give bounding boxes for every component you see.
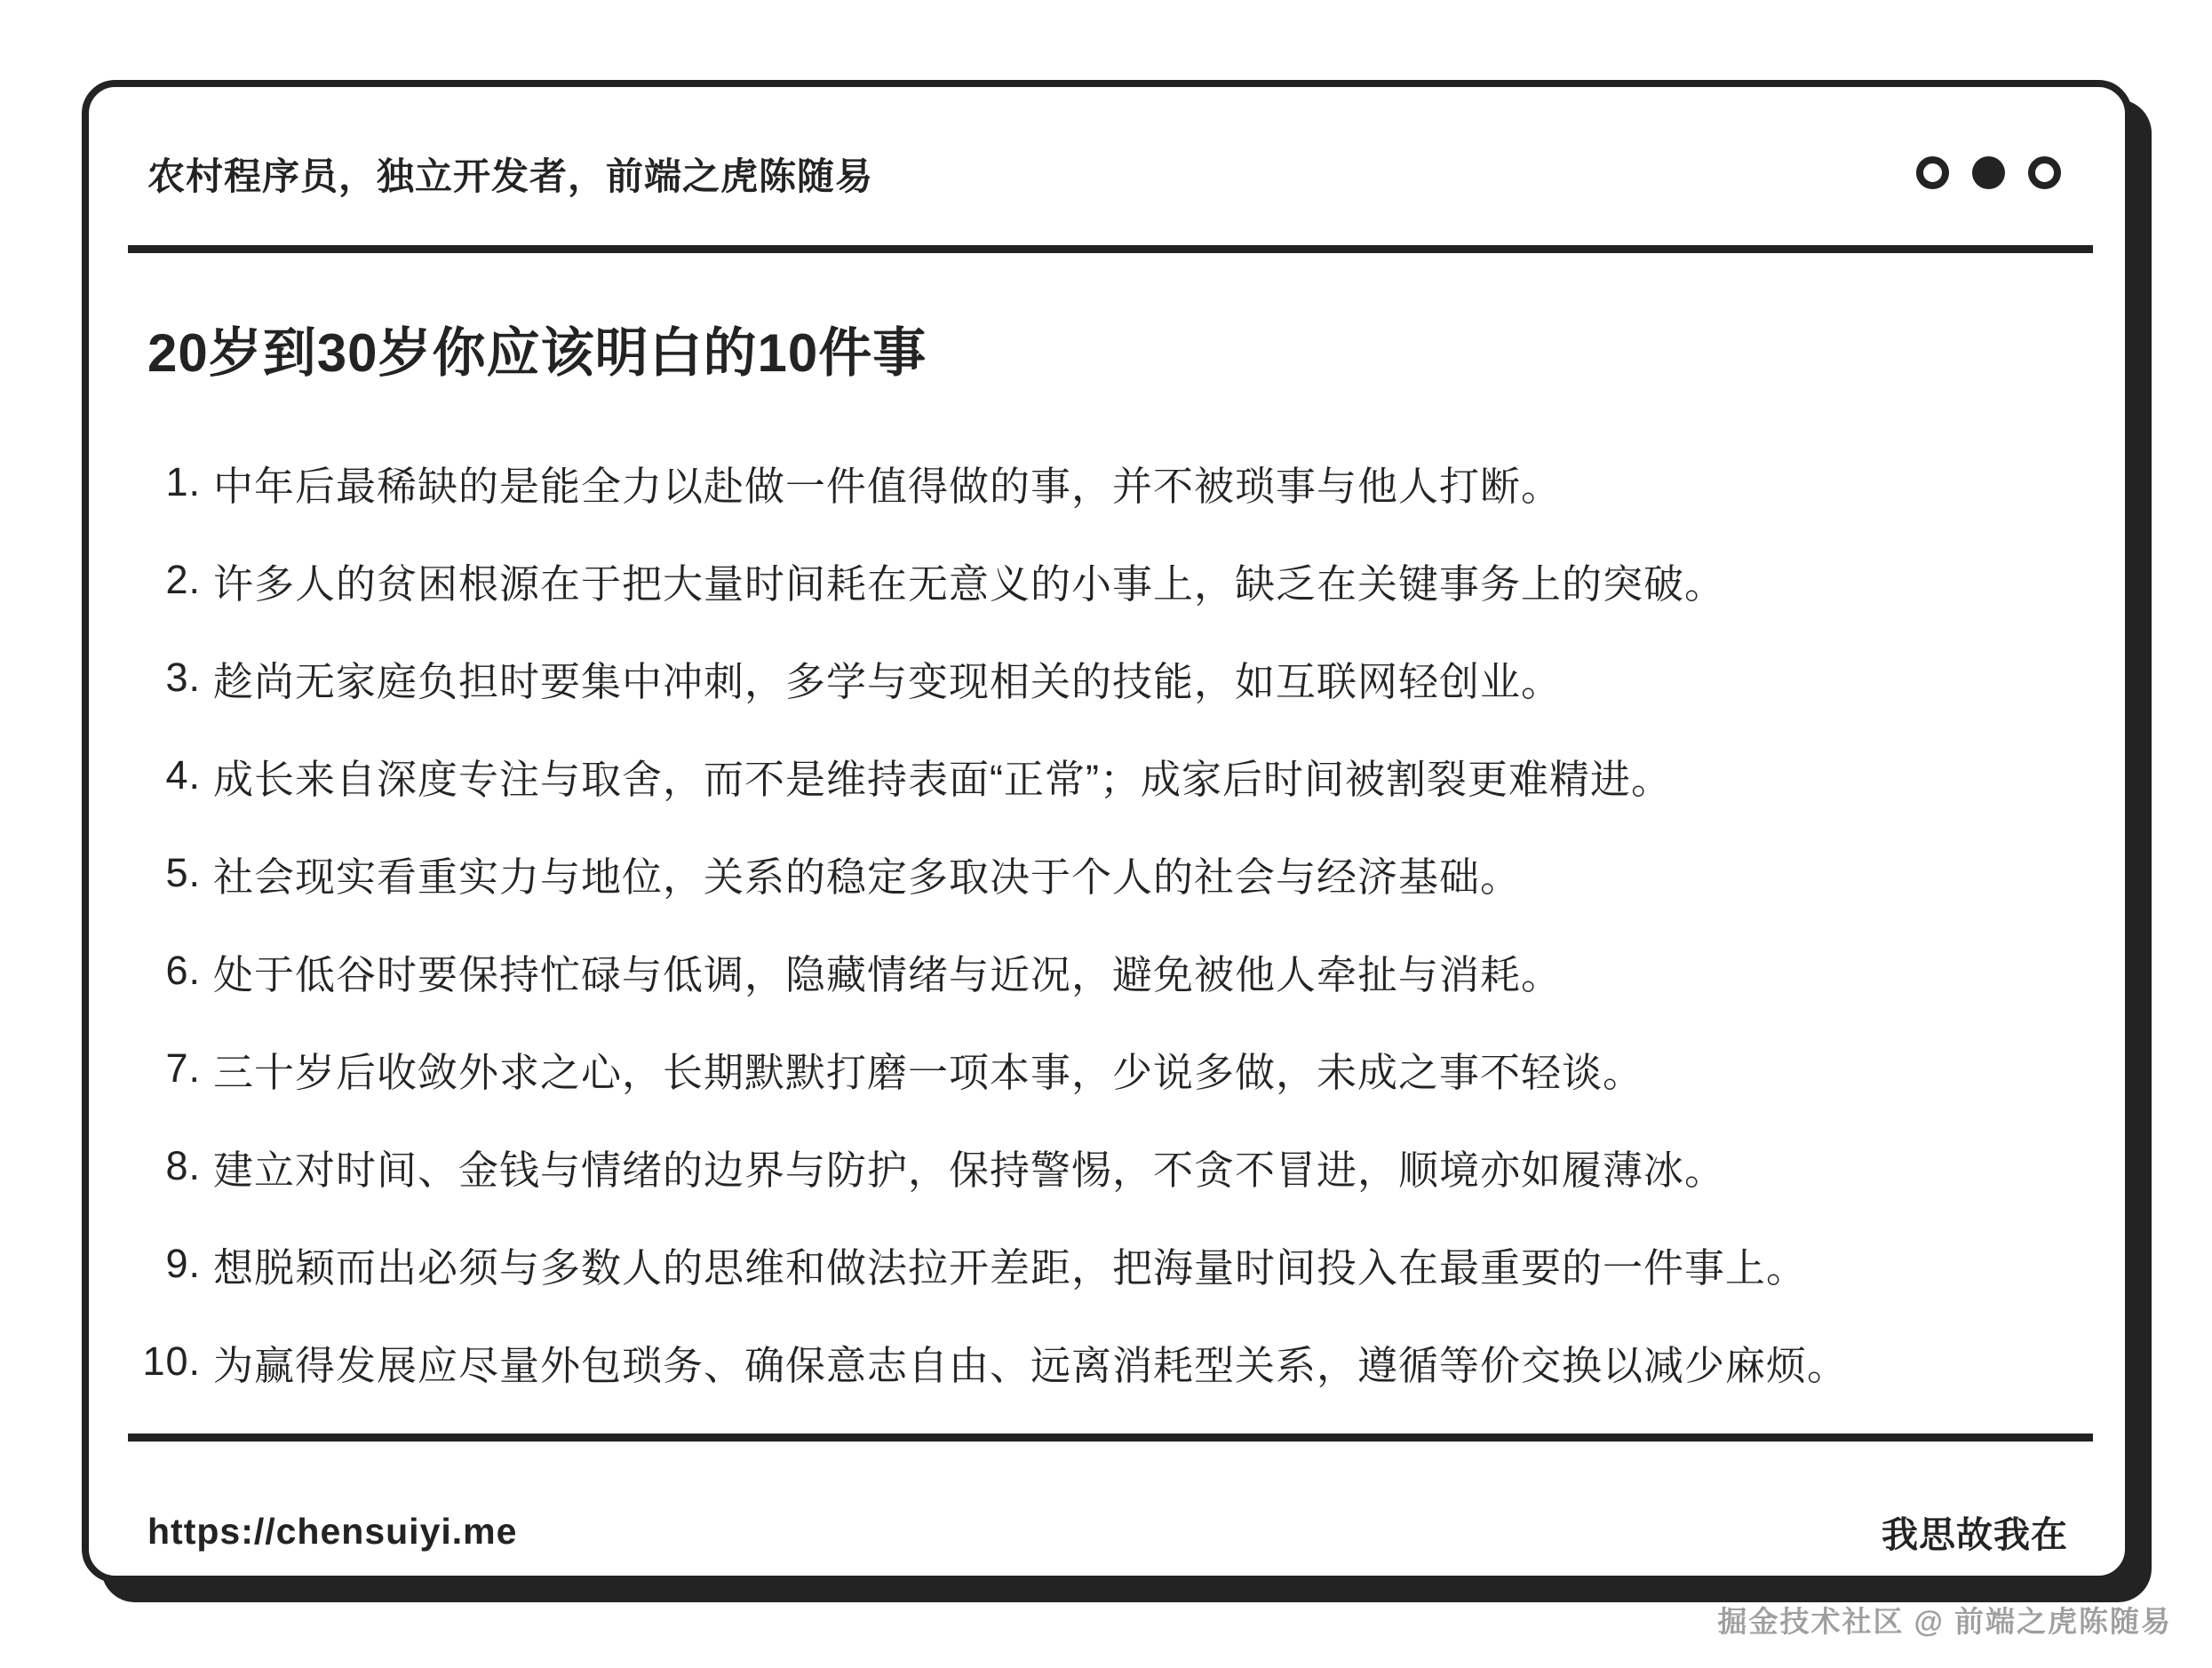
list-item-number: 2. [165,557,201,602]
footer-motto: 我思故我在 [1882,1513,2068,1555]
list-item-text: 为赢得发展应尽量外包琐务、确保意志自由、远离消耗型关系，遵循等价交换以减少麻烦。 [213,1342,1849,1388]
card-header-title: 农村程序员，独立开发者，前端之虎陈随易 [147,155,874,197]
list-item-text: 许多人的贫困根源在于把大量时间耗在无意义的小事上，缺乏在关键事务上的突破。 [213,560,1726,607]
list-item-number: 5. [165,850,201,895]
window-dot-icon [2028,156,2061,189]
list-item [89,1020,2125,1117]
window-dot-icon [1972,156,2005,189]
list-item-number: 7. [165,1045,201,1091]
window-dots [1916,156,2061,189]
list-item-text: 三十岁后收敛外求之心，长期默默打磨一项本事，少说多做，未成之事不轻谈。 [213,1049,1644,1095]
list-item [89,1117,2125,1215]
watermark: 掘金技术社区 @ 前端之虎陈随易 [1717,1605,2172,1638]
list-item-text: 中年后最稀缺的是能全力以赴做一件值得做的事，并不被琐事与他人打断。 [213,463,1563,509]
content-card [82,80,2132,1583]
page-title: 20岁到30岁你应该明白的10件事 [147,323,927,383]
header-divider [128,245,2093,253]
list-item [89,1313,2125,1410]
list-item [89,824,2125,922]
list-item [89,629,2125,727]
list-item-text: 处于低谷时要保持忙碌与低调，隐藏情绪与近况，避免被他人牵扯与消耗。 [213,951,1563,997]
list-item-number: 1. [165,459,201,504]
window-dot-icon [1916,156,1949,189]
list-item-number: 8. [165,1143,201,1188]
list-item-text: 社会现实看重实力与地位，关系的稳定多取决于个人的社会与经济基础。 [213,854,1522,900]
list-item-text: 趁尚无家庭负担时要集中冲刺，多学与变现相关的技能，如互联网轻创业。 [213,658,1563,704]
list-item-number: 6. [165,948,201,993]
list-item-text: 成长来自深度专注与取舍，而不是维持表面“正常”；成家后时间被割裂更难精进。 [213,756,1672,802]
list-item [89,433,2125,531]
list-item-number: 10. [142,1338,201,1384]
footer-divider [128,1434,2093,1442]
list-item-text: 建立对时间、金钱与情绪的边界与防护，保持警惕，不贪不冒进，顺境亦如履薄冰。 [213,1147,1726,1193]
list-item [89,922,2125,1020]
list-item [89,531,2125,629]
list [89,433,2125,1410]
list-item-number: 3. [165,655,201,700]
list-item-number: 9. [165,1241,201,1286]
footer-url: https://chensuiyi.me [147,1510,518,1552]
card-footer [89,1497,2125,1565]
list-item-number: 4. [165,752,201,798]
list-item [89,727,2125,824]
list-item [89,1215,2125,1313]
list-item-text: 想脱颖而出必须与多数人的思维和做法拉开差距，把海量时间投入在最重要的一件事上。 [213,1244,1808,1291]
